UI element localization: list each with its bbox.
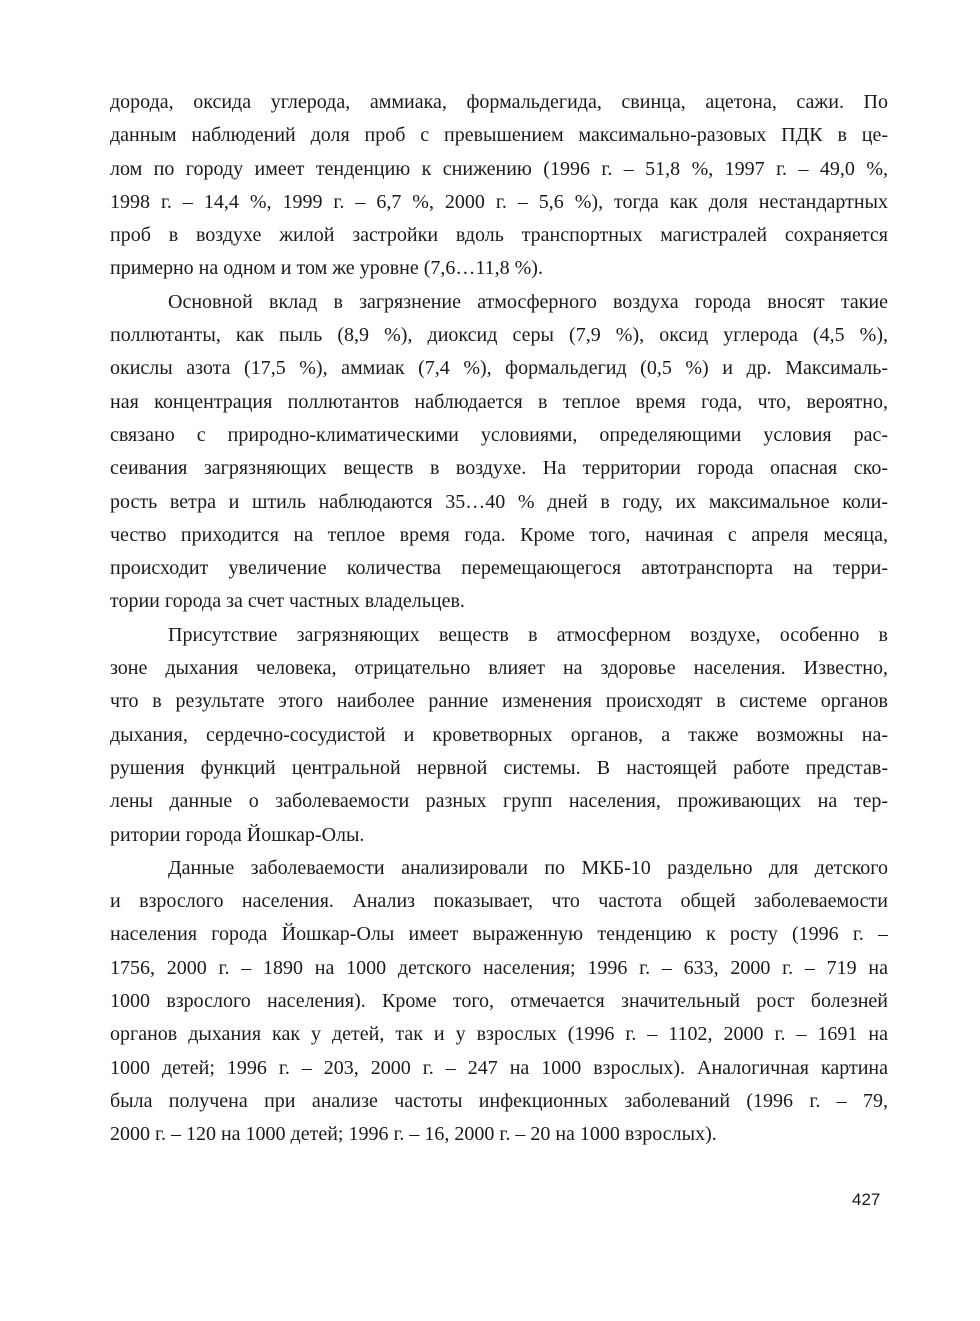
text-line: 1000 детей; 1996 г. – 203, 2000 г. – 247 на 1000 взрослых). Аналогичная картина: [110, 1056, 888, 1079]
text-line: дорода, оксида углерода, аммиака, формальдегида, свинца, ацетона, сажи. По: [110, 91, 888, 113]
text-line: Основной вклад в загрязнение атмосферного воздуха города вносят такие: [168, 290, 888, 313]
text-line: дыхания, сердечно-сосудистой и кроветворных органов, а также возможны на-: [110, 723, 888, 746]
paragraph: [110, 286, 888, 619]
text-line: Присутствие загрязняющих веществ в атмосферном воздухе, особенно в: [168, 623, 888, 646]
text-line: рушения функций центральной нервной системы. В настоящей работе представ-: [110, 756, 888, 779]
paragraph: [110, 86, 888, 286]
text-line: населения города Йошкар-Олы имеет выраженную тенденцию к росту (1996 г. –: [110, 923, 888, 946]
text-line: поллютанты, как пыль (8,9 %), диоксид серы (7,9 %), оксид углерода (4,5 %),: [110, 324, 888, 347]
text-line: сеивания загрязняющих веществ в воздухе. На территории города опасная ско-: [110, 457, 888, 480]
text-line: 1998 г. – 14,4 %, 1999 г. – 6,7 %, 2000 г. – 5,6 %), тогда как доля нестандартных: [110, 190, 888, 213]
text-line: ная концентрация поллютантов наблюдается в теплое время года, что, вероятно,: [110, 390, 888, 413]
text-line: органов дыхания как у детей, так и у взрослых (1996 г. – 1102, 2000 г. – 1691 на: [110, 1023, 888, 1046]
text-line: происходит увеличение количества перемещающегося автотранспорта на терри-: [110, 557, 888, 580]
text-line: 1000 взрослого населения). Кроме того, отмечается значительный рост болезней: [110, 990, 888, 1013]
text-line: лены данные о заболеваемости разных групп населения, проживающих на тер-: [110, 790, 888, 813]
text-line: и взрослого населения. Анализ показывает, что частота общей заболеваемости: [110, 890, 888, 913]
text-line: рость ветра и штиль наблюдаются 35…40 % дней в году, их максимальное коли-: [110, 490, 888, 513]
text-line: ритории города Йошкар-Олы.: [110, 823, 365, 846]
document-body: [110, 86, 888, 1152]
text-line: тории города за счет частных владельцев.: [110, 590, 465, 613]
text-line: была получена при анализе частоты инфекционных заболеваний (1996 г. – 79,: [110, 1089, 888, 1112]
text-line: данным наблюдений доля проб с превышением максимально-разовых ПДК в це-: [110, 124, 888, 147]
text-line: лом по городу имеет тенденцию к снижению (1996 г. – 51,8 %, 1997 г. – 49,0 %,: [110, 157, 888, 180]
text-line: окислы азота (17,5 %), аммиак (7,4 %), формальдегид (0,5 %) и др. Максималь-: [110, 357, 888, 380]
text-line: зоне дыхания человека, отрицательно влияет на здоровье населения. Известно,: [110, 657, 888, 680]
text-line: 2000 г. – 120 на 1000 детей; 1996 г. – 16, 2000 г. – 20 на 1000 взрослых).: [110, 1123, 717, 1146]
text-line: проб в воздухе жилой застройки вдоль транспортных магистралей сохраняется: [110, 224, 888, 247]
text-line: что в результате этого наиболее ранние изменения происходят в системе органов: [110, 690, 888, 713]
text-line: чество приходится на теплое время года. Кроме того, начиная с апреля месяца,: [110, 523, 888, 546]
text-line: примерно на одном и том же уровне (7,6…11,8 %).: [110, 257, 543, 280]
paragraph: [110, 619, 888, 852]
text-line: связано с природно-климатическими условиями, определяющими условия рас-: [110, 423, 888, 446]
paragraph: [110, 852, 888, 1152]
text-line: Данные заболеваемости анализировали по МКБ-10 раздельно для детского: [168, 856, 888, 879]
text-line: 1756, 2000 г. – 1890 на 1000 детского населения; 1996 г. – 633, 2000 г. – 719 на: [110, 956, 888, 979]
page-number: 427: [852, 1190, 881, 1209]
text-block: [110, 86, 888, 1152]
